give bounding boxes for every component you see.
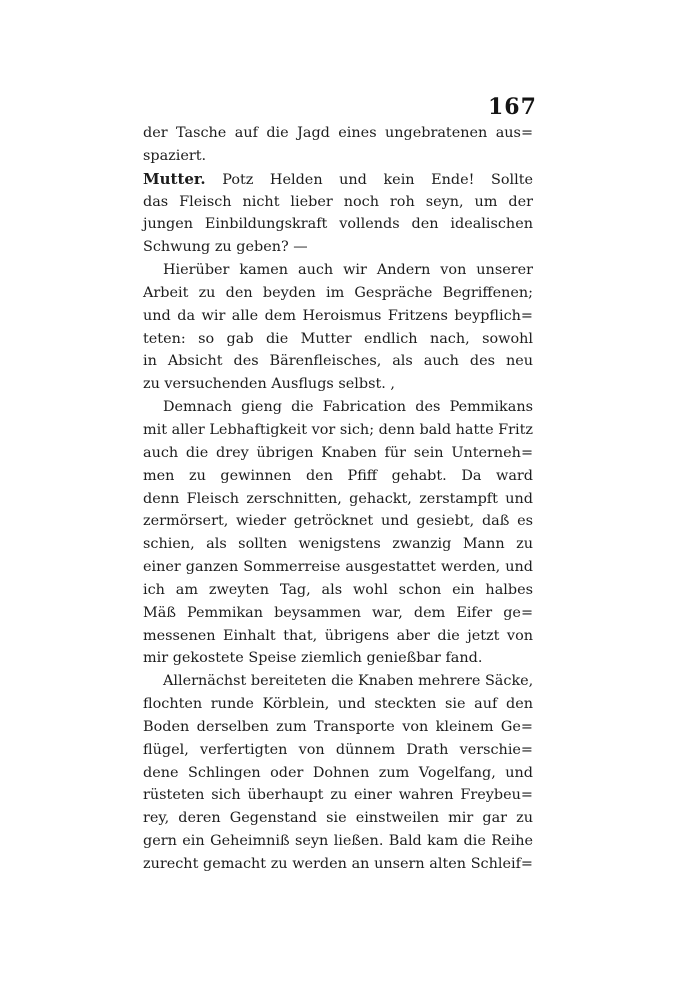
text-line: spaziert. — [143, 147, 207, 164]
text-line: ich am zweyten Tag, als wohl schon ein halbes — [143, 581, 533, 598]
text-line: men zu gewinnen den Pfiff gehabt. Da ward — [143, 467, 533, 484]
text-line: Arbeit zu den beyden im Gespräche Begriffenen; — [143, 284, 533, 301]
paragraph-first-line: Hierüber kamen auch wir Andern von unserer — [163, 262, 533, 279]
speech-text: Potz Helden und kein Ende! Sollte — [222, 171, 533, 188]
text-line: denn Fleisch zerschnitten, gehackt, zerstampft und — [143, 490, 533, 507]
page-number: 167 — [488, 94, 537, 120]
text-line: zurecht gemacht zu werden an unsern alten Schleif= — [143, 856, 533, 872]
speech-line-first — [143, 168, 533, 191]
text-line: zu versuchenden Ausflugs selbst. , — [143, 376, 395, 393]
text-line: mir gekostete Speise ziemlich genießbar fand. — [143, 650, 483, 667]
text-line: messenen Einhalt that, übrigens aber die jetzt von — [143, 627, 533, 644]
text-line: teten: so gab die Mutter endlich nach, sowohl — [143, 330, 533, 347]
text-line: rey, deren Gegenstand sie einstweilen mir gar zu — [143, 810, 533, 827]
text-line: flochten runde Körblein, und steckten sie auf den — [143, 696, 533, 713]
text-line: einer ganzen Sommerreise ausgestattet werden, und — [143, 559, 533, 576]
text-line: rüsteten sich überhaupt zu einer wahren Freybeu= — [143, 787, 533, 804]
speaker-label: Mutter. — [143, 169, 206, 188]
text-line: Schwung zu geben? — — [143, 239, 308, 256]
text-line: schien, als sollten wenigstens zwanzig Mann zu — [143, 536, 533, 553]
paragraph-first-line: Allernächst bereiteten die Knaben mehrere Säcke, — [163, 673, 534, 690]
text-line: Mäß Pemmikan beysammen war, dem Eifer ge= — [143, 604, 533, 621]
text-line: gern ein Geheimniß seyn ließen. Bald kam die Reihe — [143, 833, 533, 850]
text-line: der Tasche auf die Jagd eines ungebratenen aus= — [143, 125, 533, 141]
text-line: in Absicht des Bärenfleisches, als auch des neu — [143, 353, 533, 370]
text-line: auch die drey übrigen Knaben für sein Unterneh= — [143, 444, 533, 461]
text-line: und da wir alle dem Heroismus Fritzens beypflich= — [143, 307, 533, 324]
text-line: das Fleisch nicht lieber noch roh seyn, um der — [143, 193, 533, 210]
text-line: mit aller Lebhaftigkeit vor sich; denn bald hatte Fritz — [143, 421, 533, 438]
page-body-text — [143, 122, 533, 876]
text-line: flügel, verfertigten von dünnem Drath verschie= — [143, 741, 533, 758]
paragraph-first-line: Demnach gieng die Fabrication des Pemmikans — [163, 399, 533, 416]
text-line: Boden derselben zum Transporte von kleinem Ge= — [143, 718, 533, 735]
text-line: jungen Einbildungskraft vollends den idealischen — [143, 216, 533, 233]
text-line: zermörsert, wieder getröcknet und gesiebt, daß es — [143, 513, 533, 530]
text-line: dene Schlingen oder Dohnen zum Vogelfang, und — [143, 764, 533, 781]
